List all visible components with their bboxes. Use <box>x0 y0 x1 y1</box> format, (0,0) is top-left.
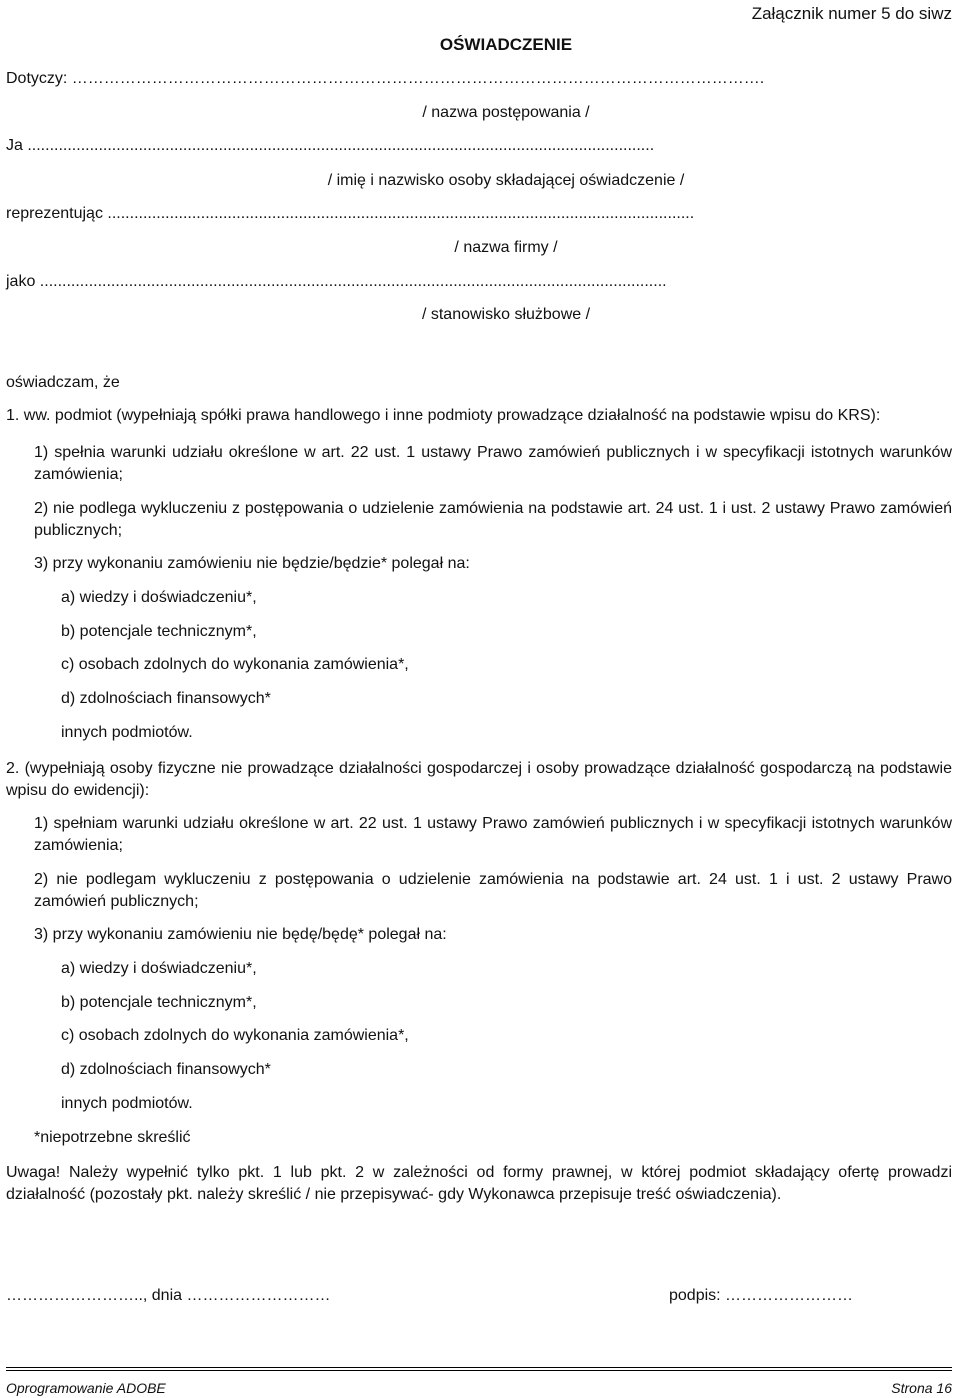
signature-field: podpis: …………………… <box>669 1287 854 1304</box>
section1-other: innych podmiotów. <box>61 724 193 741</box>
page-title: OŚWIADCZENIE <box>439 35 573 54</box>
section2-item2: 2) nie podlegam wykluczeniu z postępowania o udzielenie zamówienia na podstawie art. 24 ust. 1 i ust. 2 ustawy Prawo zamówień publicznych; <box>34 871 952 910</box>
section1-item2: 2) nie podlega wykluczeniu z postępowania o udzielenie zamówienia na podstawie art. 24 ust. 1 i ust. 2 ustawy Prawo zamówień publicznych; <box>34 500 952 539</box>
field-dotyczy: Dotyczy: …………………………………………………………………………………………………………………. <box>6 70 765 87</box>
attachment-label: Załącznik numer 5 do siwz <box>751 4 952 23</box>
section2-heading: 2. (wypełniają osoby fizyczne nie prowadzące działalności gospodarczej i osoby prowadzące działalność gospodarczą na podstawie wpisu do ewidencji): <box>6 760 952 799</box>
footer-left: Oprogramowanie ADOBE <box>6 1380 166 1396</box>
caption-imie-nazwisko: / imię i nazwisko osoby składającej oświadczenie / <box>327 172 685 189</box>
section2-sub-d: d) zdolnościach finansowych* <box>61 1061 271 1078</box>
section1-sub-a: a) wiedzy i doświadczeniu*, <box>61 589 257 606</box>
field-ja: Ja ............................................................................................................................................. <box>6 137 655 154</box>
section1-heading: 1. ww. podmiot (wypełniają spółki prawa handlowego i inne podmioty prowadzące działalność na podstawie wpisu do KRS): <box>6 407 881 424</box>
footer-right: Strona 16 <box>891 1380 952 1396</box>
footer-rule-2 <box>6 1370 952 1371</box>
section2-item1: 1) spełniam warunki udziału określone w art. 22 ust. 1 ustawy Prawo zamówień publicznych i w specyfikacji istotnych warunków zamówienia; <box>34 815 952 854</box>
footnote-unnecessary: *niepotrzebne skreślić <box>34 1129 191 1146</box>
caption-stanowisko: / stanowisko służbowe / <box>421 306 591 323</box>
section2-sub-c: c) osobach zdolnych do wykonania zamówienia*, <box>61 1027 409 1044</box>
section2-item3: 3) przy wykonaniu zamówieniu nie będę/będę* polegał na: <box>34 926 447 943</box>
section1-item1: 1) spełnia warunki udziału określone w art. 22 ust. 1 ustawy Prawo zamówień publicznych i w specyfikacji istotnych warunków zamówienia; <box>34 444 952 483</box>
section1-sub-d: d) zdolnościach finansowych* <box>61 690 271 707</box>
section1-sub-c: c) osobach zdolnych do wykonania zamówienia*, <box>61 656 409 673</box>
section2-sub-a: a) wiedzy i doświadczeniu*, <box>61 960 257 977</box>
section2-other: innych podmiotów. <box>61 1095 193 1112</box>
caption-nazwa-firmy: / nazwa firmy / <box>454 239 558 256</box>
section2-sub-b: b) potencjale technicznym*, <box>61 994 257 1011</box>
declare-text: oświadczam, że <box>6 374 120 391</box>
caption-nazwa-postepowania: / nazwa postępowania / <box>422 104 590 121</box>
date-field: …………………….., dnia ……………………… <box>6 1287 331 1304</box>
field-jako: jako ............................................................................................................................................. <box>6 273 667 290</box>
field-reprezentujac: reprezentując .................................................................................................................................... <box>6 205 695 222</box>
section1-item3: 3) przy wykonaniu zamówieniu nie będzie/będzie* polegał na: <box>34 555 470 572</box>
footer-rule <box>6 1367 952 1368</box>
section1-sub-b: b) potencjale technicznym*, <box>61 623 257 640</box>
warning-text: Uwaga! Należy wypełnić tylko pkt. 1 lub pkt. 2 w zależności od formy prawnej, w której podmiot składający ofertę prowadzi działalność (pozostały pkt. należy skreślić / nie przepisywać- gdy Wykonawca przepisuje treść oświadczenia). <box>6 1164 952 1203</box>
